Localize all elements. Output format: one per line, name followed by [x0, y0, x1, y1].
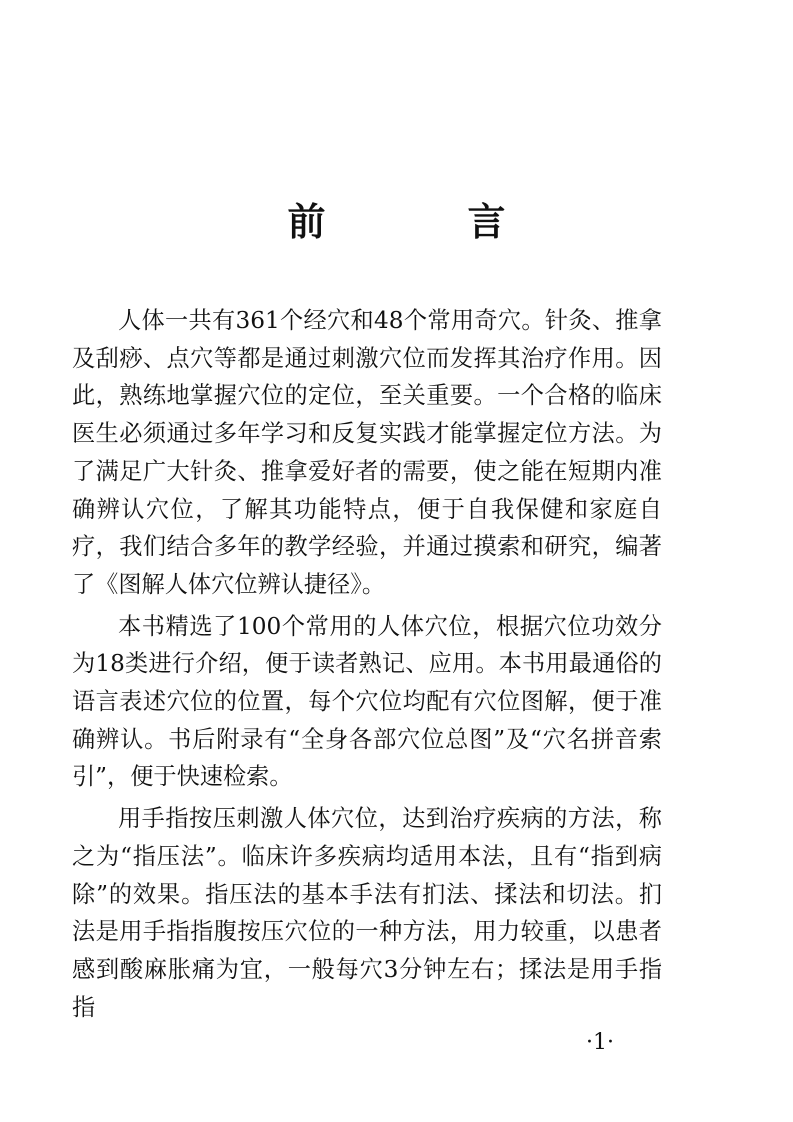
paragraph-2: 本书精选了100个常用的人体穴位，根据穴位功效分为18类进行介绍，便于读者熟记、应用。本书用最通俗的语言表述穴位的位置，每个穴位均配有穴位图解，便于准确辨认。书后附录有“全身各部穴位总图”及“穴名拼音索引”，便于快速检索。: [72, 612, 662, 791]
page-title: 前 言: [287, 200, 558, 244]
paragraph-1: 人体一共有361个经穴和48个常用奇穴。针灸、推拿及刮痧、点穴等都是通过刺激穴位而发挥其治疗作用。因此，熟练地掌握穴位的定位，至关重要。一个合格的临床医生必须通过多年学习和反复实践才能掌握定位方法。为了满足广大针灸、推拿爱好者的需要，使之能在短期内准确辨认穴位，了解其功能特点，便于自我保健和家庭自疗，我们结合多年的教学经验，并通过摸索和研究，编著了《图解人体穴位辨认捷径》。: [72, 307, 662, 598]
paragraph-3: 用手指按压刺激人体穴位，达到治疗疾病的方法，称之为“指压法”。临床许多疾病均适用本法，且有“指到病除”的效果。指压法的基本手法有扪法、揉法和切法。扪法是用手指指腹按压穴位的一种方法，用力较重，以患者感到酸麻胀痛为宜，一般每穴3分钟左右；揉法是用手指指: [72, 805, 662, 1021]
body-text: [72, 302, 662, 1030]
page-number: ·1·: [586, 1030, 614, 1055]
